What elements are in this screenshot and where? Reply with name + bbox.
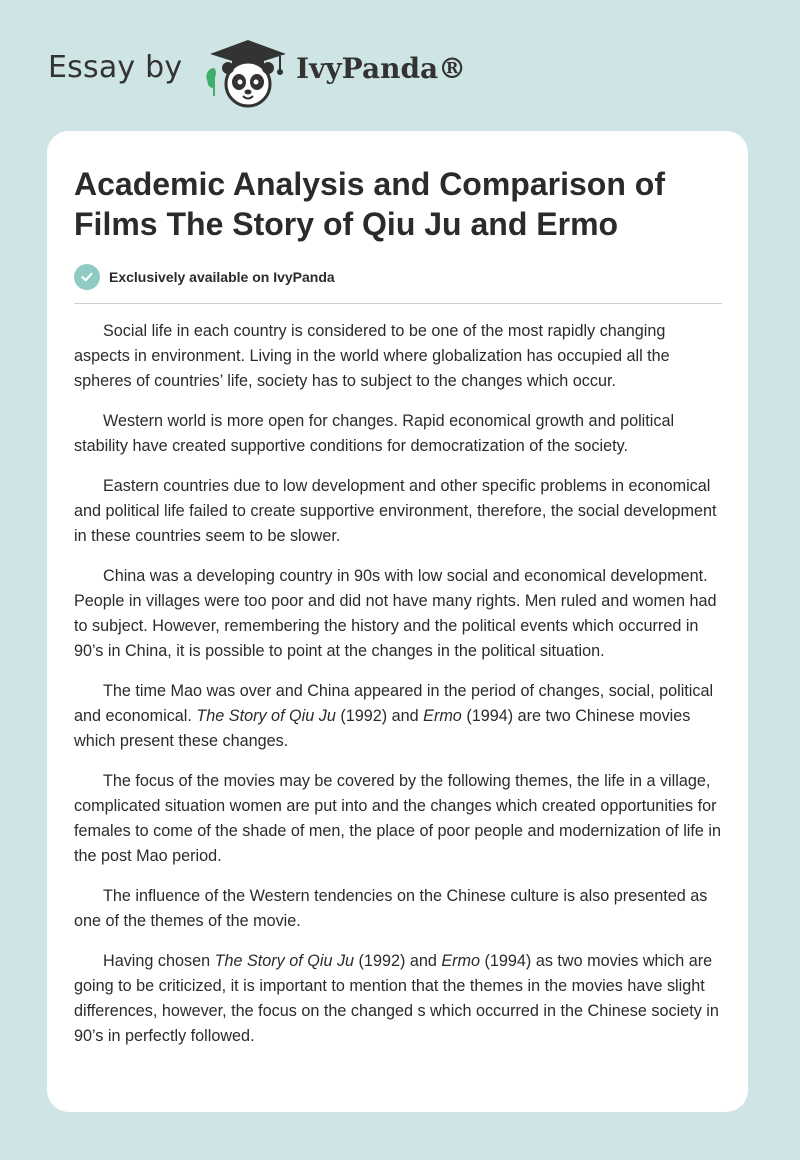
paragraph-text: China was a developing country in 90s with low social and economical development. People in villages were too poor and did not have many rights. Men ruled and women had to subject. However, remembering the history and the political events which occurred in 90’s in China, it is possible to point at the changes in the political situation. bbox=[74, 567, 717, 660]
exclusive-badge bbox=[74, 264, 335, 290]
paragraph-text: The focus of the movies may be covered by the following themes, the life in a village, complicated situation women are put into and the changes which created opportunities for females to come of the shade of men, the place of poor people and modernization of life in the post Mao period. bbox=[74, 772, 722, 865]
paragraph-text: Eastern countries due to low development and other specific problems in economical and political life failed to create supportive environment, therefore, the social development in these countries seem to be slower. bbox=[74, 477, 717, 545]
essay-card bbox=[47, 131, 748, 1112]
paragraph-text: The time Mao was over and China appeared in the period of changes, social, political and economical. bbox=[74, 682, 714, 725]
paragraph-text: (1992) and bbox=[354, 952, 442, 970]
movie-title-text: The Story of Qiu Ju bbox=[196, 707, 336, 725]
essay-paragraph bbox=[74, 884, 724, 934]
paragraph-text: Having chosen bbox=[103, 952, 215, 970]
movie-title-text: Ermo bbox=[441, 952, 481, 970]
page-title: Academic Analysis and Comparison of Films The Story of Qiu Ju and Ermo bbox=[74, 166, 665, 242]
essay-paragraph bbox=[74, 564, 724, 664]
essay-paragraph bbox=[74, 679, 724, 754]
panda-graduate-icon[interactable] bbox=[202, 38, 294, 110]
divider bbox=[74, 303, 722, 304]
essay-body bbox=[74, 319, 724, 1049]
essay-paragraph bbox=[74, 769, 724, 869]
essay-paragraph bbox=[74, 474, 724, 549]
site-header bbox=[0, 0, 800, 130]
paragraph-text: The influence of the Western tendencies on the Chinese culture is also presented as one of the themes of the movie. bbox=[74, 887, 708, 930]
essay-paragraph bbox=[74, 949, 724, 1049]
exclusive-badge-label: Exclusively available on IvyPanda bbox=[109, 269, 335, 285]
essay-paragraph bbox=[74, 409, 724, 459]
check-circle-icon bbox=[74, 264, 100, 290]
essay-by-label: Essay by bbox=[48, 50, 183, 85]
essay-paragraph bbox=[74, 319, 724, 394]
movie-title-text: The Story of Qiu Ju bbox=[214, 952, 355, 970]
paragraph-text: Social life in each country is considered to be one of the most rapidly changing aspects in environment. Living in the world where globalization has occupied all the spheres of countries’ life, society has to subject to the changes which occur. bbox=[74, 322, 670, 390]
movie-title-text: Ermo bbox=[423, 707, 462, 725]
paragraph-text: (1994) as two movies which are going to be criticized, it is important to mention that the themes in the movies have slight differences, however, the focus on the changed s which occurred in the Chinese society in 90’s in perfectly followed. bbox=[74, 952, 719, 1045]
paragraph-text: (1994) are two Chinese movies which present these changes. bbox=[74, 707, 691, 750]
paragraph-text: Western world is more open for changes. Rapid economical growth and political stability have created supportive conditions for democratization of the society. bbox=[74, 412, 675, 455]
brand-name[interactable]: IvyPanda® bbox=[296, 52, 467, 85]
paragraph-text: (1992) and bbox=[335, 707, 424, 725]
